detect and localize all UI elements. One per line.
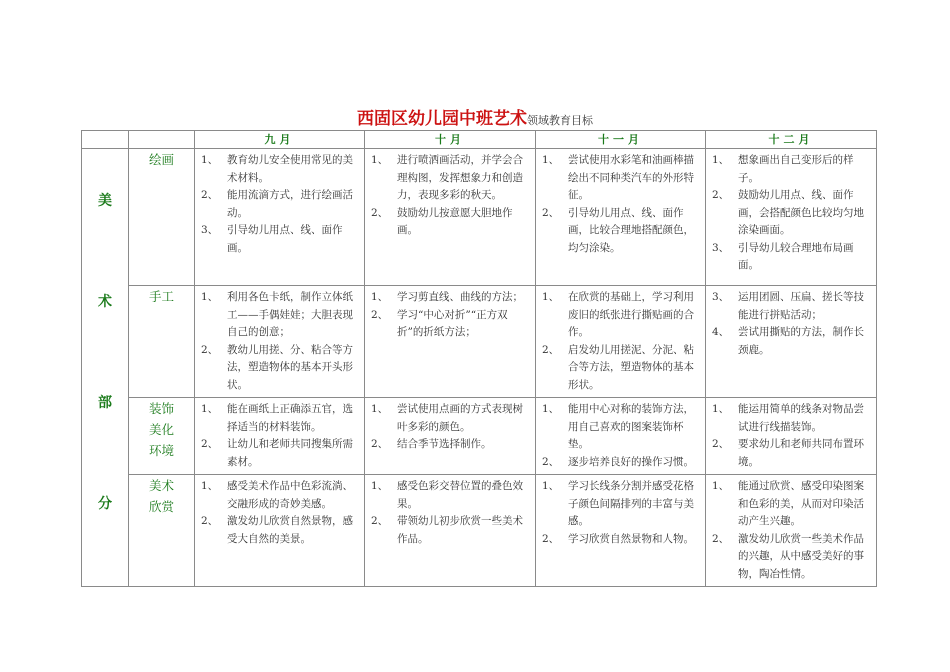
goal-cell bbox=[195, 398, 365, 475]
goal-item bbox=[712, 324, 870, 359]
goal-text: 能通过欣赏、感受印染图案和色彩的美，从而对印染活动产生兴趣。 bbox=[738, 480, 864, 527]
goal-item bbox=[542, 205, 699, 258]
month-header: 十月 bbox=[365, 131, 536, 149]
goal-cell bbox=[365, 149, 536, 286]
goal-item bbox=[712, 289, 870, 324]
goal-text: 引导幼儿用点、线、面作画，比较合理地搭配颜色，均匀涂染。 bbox=[568, 206, 694, 254]
goal-text: 能用流滴方式，进行绘画活动。 bbox=[227, 189, 353, 219]
goal-item bbox=[371, 436, 529, 454]
category-label-line: 美术 bbox=[148, 478, 174, 493]
goal-text: 感受美术作品中色彩流淌、交融形成的奇妙美感。 bbox=[227, 480, 353, 510]
goal-cell bbox=[706, 475, 877, 587]
goal-number: 1、 bbox=[371, 291, 389, 303]
goal-item bbox=[201, 152, 358, 187]
goal-number: 1、 bbox=[201, 154, 219, 166]
goal-item bbox=[201, 342, 358, 395]
goal-item bbox=[371, 307, 529, 342]
category-label-line: 装饰 bbox=[148, 401, 174, 416]
goal-item bbox=[712, 240, 870, 275]
goal-item bbox=[712, 478, 870, 531]
goal-number: 1、 bbox=[712, 480, 730, 492]
goal-number: 2、 bbox=[371, 308, 389, 321]
goal-text: 引导幼儿较合理地布局画面。 bbox=[738, 241, 854, 271]
goal-text: 启发幼儿用搓泥、分泥、粘合等方法，塑造物体的基本形状。 bbox=[568, 343, 694, 391]
goal-text: 逐步培养良好的操作习惯。 bbox=[568, 455, 694, 468]
title-main: 西固区幼儿园中班艺术 bbox=[357, 109, 527, 129]
goal-item bbox=[712, 187, 870, 240]
goal-number: 2、 bbox=[542, 455, 560, 468]
category-label-line: 美化 bbox=[148, 422, 174, 437]
goal-list bbox=[195, 149, 364, 260]
goal-number: 1、 bbox=[542, 291, 560, 303]
goal-item bbox=[201, 478, 358, 513]
category-label bbox=[129, 475, 195, 587]
goal-item bbox=[542, 454, 699, 472]
goal-number: 2、 bbox=[371, 438, 389, 450]
goal-number: 3、 bbox=[712, 291, 730, 303]
goal-item bbox=[371, 513, 529, 548]
goals-table bbox=[81, 130, 877, 587]
domain-char: 术 bbox=[98, 293, 112, 310]
goal-number: 1、 bbox=[712, 403, 730, 415]
goal-text: 要求幼儿和老师共同布置环境。 bbox=[738, 438, 864, 468]
goal-number: 1、 bbox=[542, 154, 560, 166]
month-header: 十一月 bbox=[536, 131, 706, 149]
month-header: 九月 bbox=[195, 131, 365, 149]
goal-number: 2、 bbox=[201, 438, 219, 450]
goal-item bbox=[712, 436, 870, 471]
goal-number: 2、 bbox=[201, 515, 219, 527]
goal-number: 2、 bbox=[712, 438, 730, 450]
goal-item bbox=[542, 289, 699, 342]
goal-number: 3、 bbox=[712, 241, 730, 254]
goal-text: 让幼儿和老师共同搜集所需素材。 bbox=[227, 438, 353, 468]
goal-list bbox=[195, 398, 364, 474]
category-label: 绘画 bbox=[129, 149, 195, 286]
corner-cell bbox=[82, 131, 129, 149]
goal-item bbox=[201, 436, 358, 471]
goal-cell bbox=[195, 149, 365, 286]
goal-item bbox=[712, 152, 870, 187]
goal-cell bbox=[706, 149, 877, 286]
goal-item bbox=[542, 342, 699, 395]
goal-number: 2、 bbox=[201, 189, 219, 201]
goal-item bbox=[201, 222, 358, 257]
goal-number: 2、 bbox=[201, 343, 219, 356]
goal-text: 尝试使用水彩笔和油画棒描绘出不同种类汽车的外形特征。 bbox=[568, 154, 694, 201]
goal-list bbox=[365, 149, 535, 243]
goal-number: 2、 bbox=[371, 515, 389, 527]
goal-cell bbox=[195, 286, 365, 398]
goal-list bbox=[706, 286, 876, 362]
category-label bbox=[129, 398, 195, 475]
category-label-line: 欣赏 bbox=[148, 499, 174, 514]
goal-item bbox=[201, 289, 358, 342]
goal-number: 2、 bbox=[542, 532, 560, 545]
goal-number: 1、 bbox=[542, 480, 560, 492]
domain-char: 分 bbox=[98, 496, 112, 513]
goal-item bbox=[542, 152, 699, 205]
goal-number: 2、 bbox=[542, 343, 560, 356]
category-label: 手工 bbox=[129, 286, 195, 398]
goal-text: 尝试用撕贴的方法，制作长颈鹿。 bbox=[738, 326, 864, 356]
goal-number: 1、 bbox=[201, 291, 219, 303]
goal-text: 鼓励幼儿用点、线、面作画，会搭配颜色比较均匀地涂染画面。 bbox=[738, 189, 864, 236]
goal-number: 2、 bbox=[712, 532, 730, 545]
goal-list bbox=[536, 286, 705, 397]
goal-item bbox=[371, 152, 529, 205]
goal-text: 激发幼儿欣赏自然景物，感受大自然的美景。 bbox=[227, 515, 353, 545]
goal-list bbox=[706, 475, 876, 586]
goal-list bbox=[536, 149, 705, 260]
goal-text: 激发幼儿欣赏一些美术作品的兴趣，从中感受美好的事物，陶冶性情。 bbox=[738, 532, 864, 580]
goal-item bbox=[542, 531, 699, 549]
goal-cell bbox=[536, 286, 706, 398]
goal-cell bbox=[195, 475, 365, 587]
blank-header-cell bbox=[129, 131, 195, 149]
goal-item bbox=[712, 401, 870, 436]
goal-number: 4、 bbox=[712, 326, 730, 338]
goal-text: 进行喷洒画活动，并学会合理构图，发挥想象力和创造力，表现多彩的秋天。 bbox=[397, 154, 523, 201]
goal-item bbox=[201, 187, 358, 222]
goal-item bbox=[371, 478, 529, 513]
goal-cell bbox=[536, 398, 706, 475]
goal-text: 结合季节选择制作。 bbox=[397, 438, 492, 450]
goal-text: 想象画出自己变形后的样子。 bbox=[738, 154, 854, 184]
goal-text: 能在画纸上正确添五官，选择适当的材料装饰。 bbox=[227, 403, 353, 433]
goal-text: 运用团圆、压扁、搓长等技能进行拼贴活动； bbox=[738, 291, 864, 321]
goal-cell bbox=[706, 398, 877, 475]
goal-text: 感受色彩交替位置的叠色效果。 bbox=[397, 480, 523, 510]
goal-item bbox=[712, 531, 870, 584]
goal-text: 教幼儿用搓、分、粘合等方法，塑造物体的基本开头形状。 bbox=[227, 343, 353, 391]
table-row bbox=[82, 398, 877, 475]
goal-list bbox=[195, 286, 364, 397]
title-sub: 领域教育目标 bbox=[527, 114, 593, 127]
table-row bbox=[82, 475, 877, 587]
table-row bbox=[82, 149, 877, 286]
goal-text: 学习剪直线、曲线的方法； bbox=[397, 291, 523, 303]
goal-text: 能用中心对称的装饰方法，用自己喜欢的图案装饰杯垫。 bbox=[568, 403, 694, 450]
goal-text: 鼓励幼儿按意愿大胆地作画。 bbox=[397, 206, 513, 236]
goal-list bbox=[195, 475, 364, 551]
goal-list bbox=[365, 286, 535, 345]
goal-item bbox=[371, 205, 529, 240]
goal-text: 带领幼儿初步欣赏一些美术作品。 bbox=[397, 515, 523, 545]
goal-list bbox=[536, 475, 705, 551]
goal-item bbox=[542, 478, 699, 531]
goal-number: 1、 bbox=[201, 403, 219, 415]
table-row bbox=[82, 286, 877, 398]
goal-item bbox=[371, 289, 529, 307]
goal-text: 教育幼儿安全使用常见的美术材料。 bbox=[227, 154, 353, 184]
goal-number: 2、 bbox=[542, 206, 560, 219]
goal-list bbox=[706, 398, 876, 474]
goal-cell bbox=[536, 475, 706, 587]
category-label-line: 环境 bbox=[148, 443, 174, 458]
goal-number: 1、 bbox=[371, 480, 389, 492]
goal-item bbox=[371, 401, 529, 436]
domain-char: 部 bbox=[98, 395, 112, 412]
month-header: 十二月 bbox=[706, 131, 877, 149]
goal-text: 利用各色卡纸，制作立体纸工——手偶娃娃；大胆表现自己的创意； bbox=[227, 291, 353, 338]
goal-cell bbox=[365, 475, 536, 587]
goal-item bbox=[201, 401, 358, 436]
goal-list bbox=[365, 475, 535, 551]
document-title bbox=[0, 104, 950, 129]
goal-text: 在欣赏的基础上，学习利用废旧的纸张进行撕贴画的合作。 bbox=[568, 291, 694, 338]
goal-number: 1、 bbox=[712, 154, 730, 166]
domain-cell bbox=[82, 149, 129, 587]
goal-text: 能运用简单的线条对物品尝试进行线描装饰。 bbox=[738, 403, 864, 433]
goal-text: 学习“中心对折”“正方双折”的折纸方法； bbox=[397, 308, 508, 338]
goal-text: 尝试使用点画的方式表现树叶多彩的颜色。 bbox=[397, 403, 523, 433]
goal-number: 3、 bbox=[201, 224, 219, 236]
goal-cell bbox=[365, 398, 536, 475]
domain-char: 美 bbox=[98, 192, 112, 209]
goal-cell bbox=[365, 286, 536, 398]
goal-number: 2、 bbox=[371, 206, 389, 219]
goal-item bbox=[542, 401, 699, 454]
goal-number: 1、 bbox=[371, 403, 389, 415]
goal-cell bbox=[536, 149, 706, 286]
goal-number: 2、 bbox=[712, 189, 730, 201]
goal-item bbox=[201, 513, 358, 548]
goal-number: 1、 bbox=[542, 403, 560, 415]
goal-number: 1、 bbox=[201, 480, 219, 492]
header-row bbox=[82, 131, 877, 149]
goal-cell bbox=[706, 286, 877, 398]
goal-list bbox=[706, 149, 876, 278]
goal-text: 学习长线条分割并感受花格子颜色间隔排列的丰富与美感。 bbox=[568, 480, 694, 527]
goal-text: 引导幼儿用点、线、面作画。 bbox=[227, 224, 343, 254]
goal-list bbox=[365, 398, 535, 457]
goal-number: 1、 bbox=[371, 154, 389, 166]
goal-text: 学习欣赏自然景物和人物。 bbox=[568, 532, 694, 545]
goal-list bbox=[536, 398, 705, 474]
